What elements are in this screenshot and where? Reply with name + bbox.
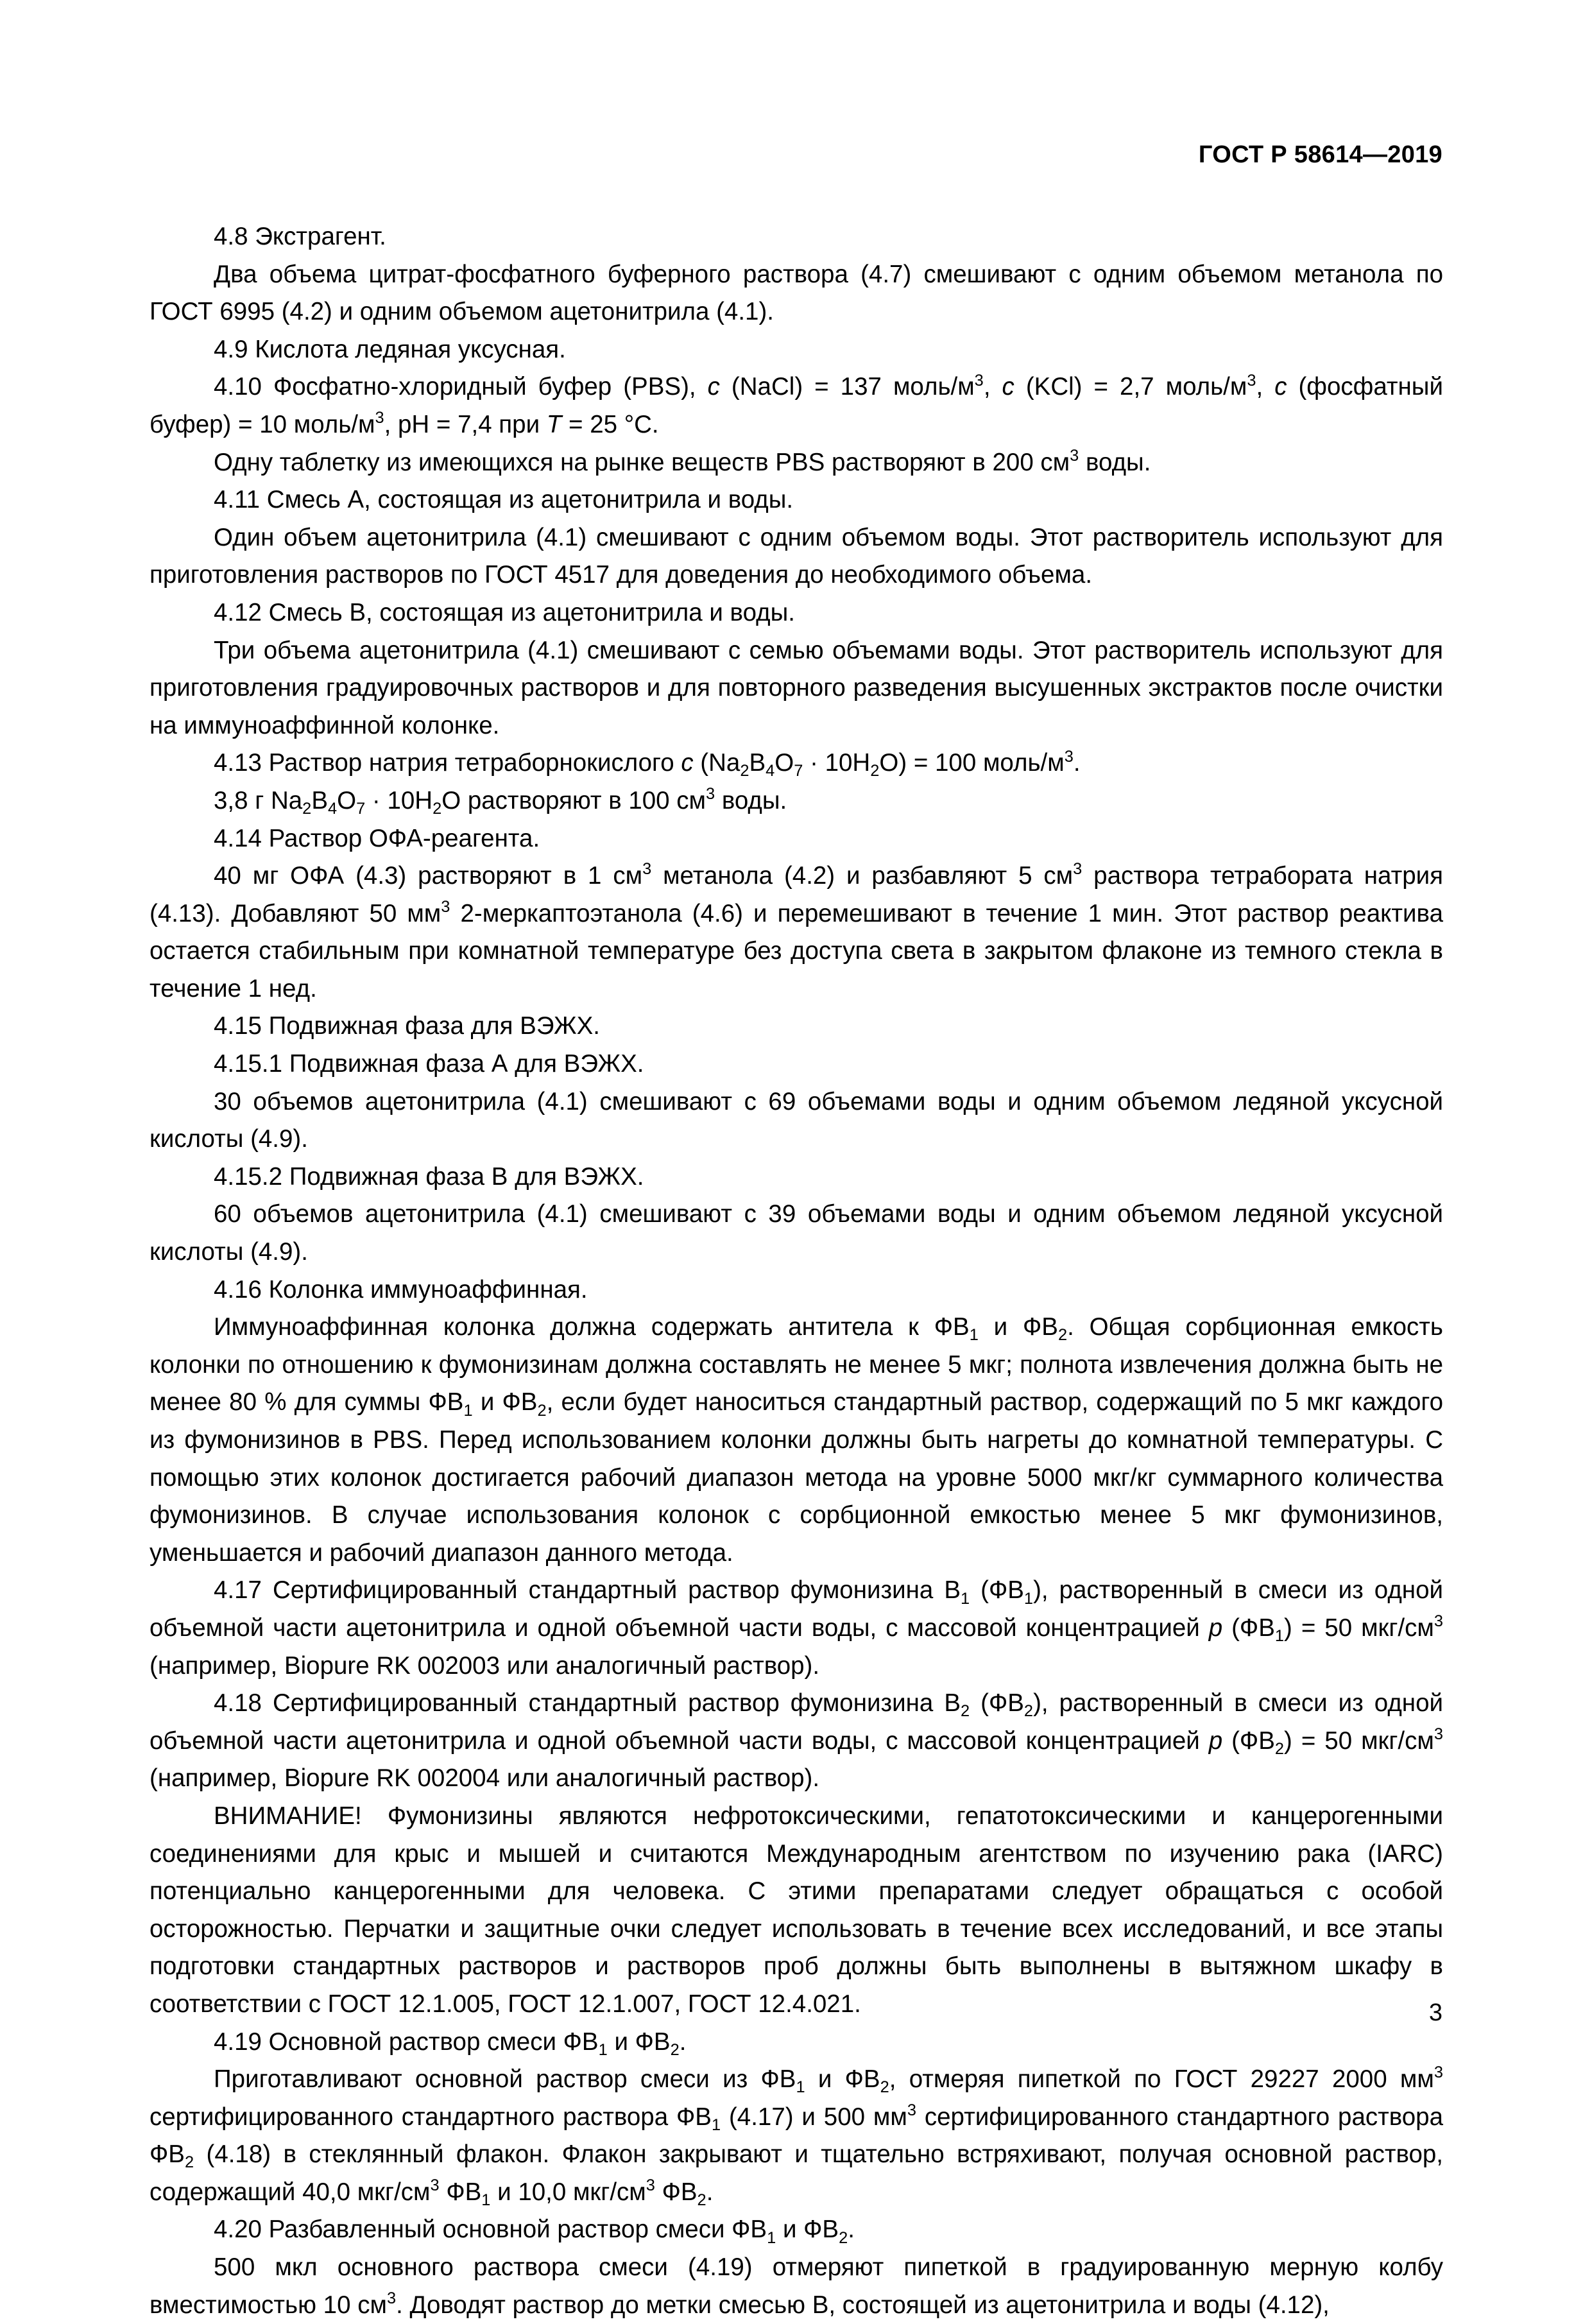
paragraph: 4.15 Подвижная фаза для ВЭЖХ. [214,1012,600,1040]
paragraph: Одну таблетку из имеющихся на рынке веществ PBS растворяют в 200 $см^3$ воды. [214,446,1151,476]
page-number: 3 [1428,1999,1442,2026]
paragraph: 4.9 Кислота ледяная уксусная. [214,335,566,363]
paragraph: 4.15.2 Подвижная фаза В для ВЭЖХ. [214,1162,644,1191]
paragraph: 60 объемов ацетонитрила (4.1) смешивают с 39 объемами воды и одним объемом ледяной уксусной кислоты (4.9). [150,1200,1443,1266]
paragraph: Три объема ацетонитрила (4.1) смешивают с семью объемами воды. Этот растворитель используют для приготовления градуировочных растворов и для повторного разведения высушенных экстрактов после очистки на иммуноаффинной колонке. [150,636,1443,739]
paragraph: Приготавливают основной раствор смеси из $ФВ_1$ и $ФВ_2$, отмеряя пипеткой по ГОСТ 29227 2000 $мм^3$ сертифицированного стандартного раствора $ФВ_1$ (4.17) и 500 $мм^3$ сертифицированного стандартного раствора $ФВ_2$ (4.18) в стеклянный флакон. Флакон закрывают и тщательно встряхивают, получая основной раствор, содержащий 40,0 мкг/$см^3$ $ФВ_1$ и 10,0 мкг/$см^3$ $ФВ_2$. [150,2063,1444,2209]
paragraph: 4.18 Сертифицированный стандартный раствор фумонизина $В_2$ $(ФВ_2)$, растворенный в смеси из одной объемной части ацетонитрила и одной объемной части воды, с массовой концентрацией р $(ФВ_2) = 50$ мкг/$см^3$ (например, Biopure RK 002004 или аналогичный раствор). [150,1689,1443,1793]
paragraph: 4.17 Сертифицированный стандартный раствор фумонизина $В_1$ $(ФВ_1)$, растворенный в смеси из одной объемной части ацетонитрила и одной объемной части воды, с массовой концентрацией р $(ФВ_1) = 50$ мкг/$см^3$ (например, Biopure RK 002003 или аналогичный раствор). [150,1576,1443,1680]
paragraph: 4.20 Разбавленный основной раствор смеси $ФВ_1$ и $ФВ_2$. [214,2216,855,2247]
paragraph: 4.11 Смесь А, состоящая из ацетонитрила и воды. [214,486,794,514]
paragraph: 4.14 Раствор ОФА-реагента. [214,824,540,852]
paragraph: ВНИМАНИЕ! Фумонизины являются нефротоксическими, гепатотоксическими и канцерогенными соединениями для крыс и мышей и считаются Международным агентством по изучению рака (IARC) потенциально канцерогенными для человека. С этими препаратами следует обращаться с особой осторожностью. Перчатки и защитные очки следует использовать в течение всех исследований, и все этапы подготовки стандартных растворов и растворов проб должны быть выполнены в вытяжном шкафу в соответствии с ГОСТ 12.1.005, ГОСТ 12.1.007, ГОСТ 12.4.021. [150,1802,1443,2018]
paragraph: 4.16 Колонка иммуноаффинная. [214,1275,588,1304]
document-header-id: ГОСТ Р 58614—2019 [1198,141,1442,168]
paragraph: 500 мкл основного раствора смеси (4.19) отмеряют пипеткой в градуированную мерную колбу вместимостью 10 $см^3$. Доводят раствор до метки смесью В, состоящей из ацетонитрила и воды (4.12), [150,2253,1443,2319]
document-body [150,218,1443,2324]
paragraph: 4.10 Фосфатно-хлоридный буфер (PBS), c (NaCl) = 137 моль/$м^3$, c (KCl) = 2,7 моль/$м^3$, c (фосфатный буфер) = 10 моль/$м^3$, pH = 7,4 при T = 25 °С. [150,371,1443,438]
paragraph: 4.12 Смесь В, состоящая из ацетонитрила и воды. [214,598,795,626]
paragraph: Два объема цитрат-фосфатного буферного раствора (4.7) смешивают с одним объемом метанола по ГОСТ 6995 (4.2) и одним объемом ацетонитрила (4.1). [150,260,1443,326]
paragraph: 3,8 г $Na_2B_4O_7 \cdot 10H_2O$ растворяют в 100 $см^3$ воды. [214,785,787,818]
paragraph: Один объем ацетонитрила (4.1) смешивают с одним объемом воды. Этот растворитель используют для приготовления растворов по ГОСТ 4517 для доведения до необходимого объема. [150,523,1443,589]
paragraph: 4.19 Основной раствор смеси $ФВ_1$ и $ФВ_2$. [214,2027,687,2059]
paragraph: 4.15.1 Подвижная фаза А для ВЭЖХ. [214,1050,644,1078]
paragraph: 30 объемов ацетонитрила (4.1) смешивают с 69 объемами воды и одним объемом ледяной уксусной кислоты (4.9). [150,1087,1443,1153]
paragraph: 4.13 Раствор натрия тетраборнокислого c $(Na_2B_4O_7 \cdot 10H_2O) = 100$ моль/$м^3$. [214,747,1081,780]
paragraph: 4.8 Экстрагент. [214,223,386,250]
paragraph: 40 мг ОФА (4.3) растворяют в 1 $см^3$ метанола (4.2) и разбавляют 5 $см^3$ раствора тетрабората натрия (4.13). Добавляют 50 $мм^3$ 2-меркаптоэтанола (4.6) и перемешивают в течение 1 мин. Этот раствор реактива остается стабильным при комнатной температуре без доступа света в закрытом флаконе из темного стекла в течение 1 нед. [150,860,1443,1003]
paragraph: Иммуноаффинная колонка должна содержать антитела к $ФВ_1$ и $ФВ_2$. Общая сорбционная емкость колонки по отношению к фумонизинам должна составлять не менее 5 мкг; полнота извлечения должна быть не менее 80 % для суммы $ФВ_1$ и $ФВ_2$, если будет наноситься стандартный раствор, содержащий по 5 мкг каждого из фумонизинов в PBS. Перед использованием колонки должны быть нагреты до комнатной температуры. С помощью этих колонок достигается рабочий диапазон метода на уровне 5000 мкг/кг суммарного количества фумонизинов. В случае использования колонок с сорбционной емкостью менее 5 мкг фумонизинов, уменьшается и рабочий диапазон данного метода. [150,1313,1443,1567]
